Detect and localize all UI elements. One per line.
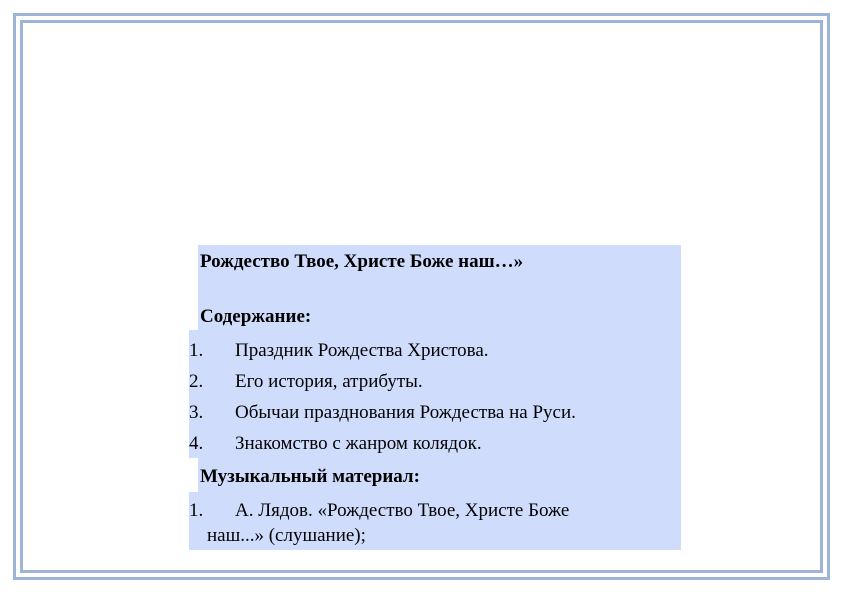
list-item-text: Его история, атрибуты. <box>235 371 423 392</box>
slide-title: Рождество Твое, Христе Боже наш…» <box>200 251 524 272</box>
list-item-number: 3. <box>189 402 204 423</box>
list-item-number: 1. <box>189 340 204 361</box>
list-item-text: Обычаи празднования Рождества на Руси. <box>235 402 576 423</box>
music-heading: Музыкальный материал: <box>200 466 420 487</box>
list-item-number: 1. <box>189 500 204 521</box>
list-item-text-line1: А. Лядов. «Рождество Твое, Христе Боже <box>235 500 570 521</box>
list-item-number: 4. <box>189 433 204 454</box>
list-item-text: Праздник Рождества Христова. <box>235 340 489 361</box>
content-heading: Содержание: <box>200 306 312 327</box>
list-item-text-line2: наш...» (слушание); <box>207 525 366 546</box>
list-item-number: 2. <box>189 371 204 392</box>
list-item-text: Знакомство с жанром колядок. <box>235 433 482 454</box>
